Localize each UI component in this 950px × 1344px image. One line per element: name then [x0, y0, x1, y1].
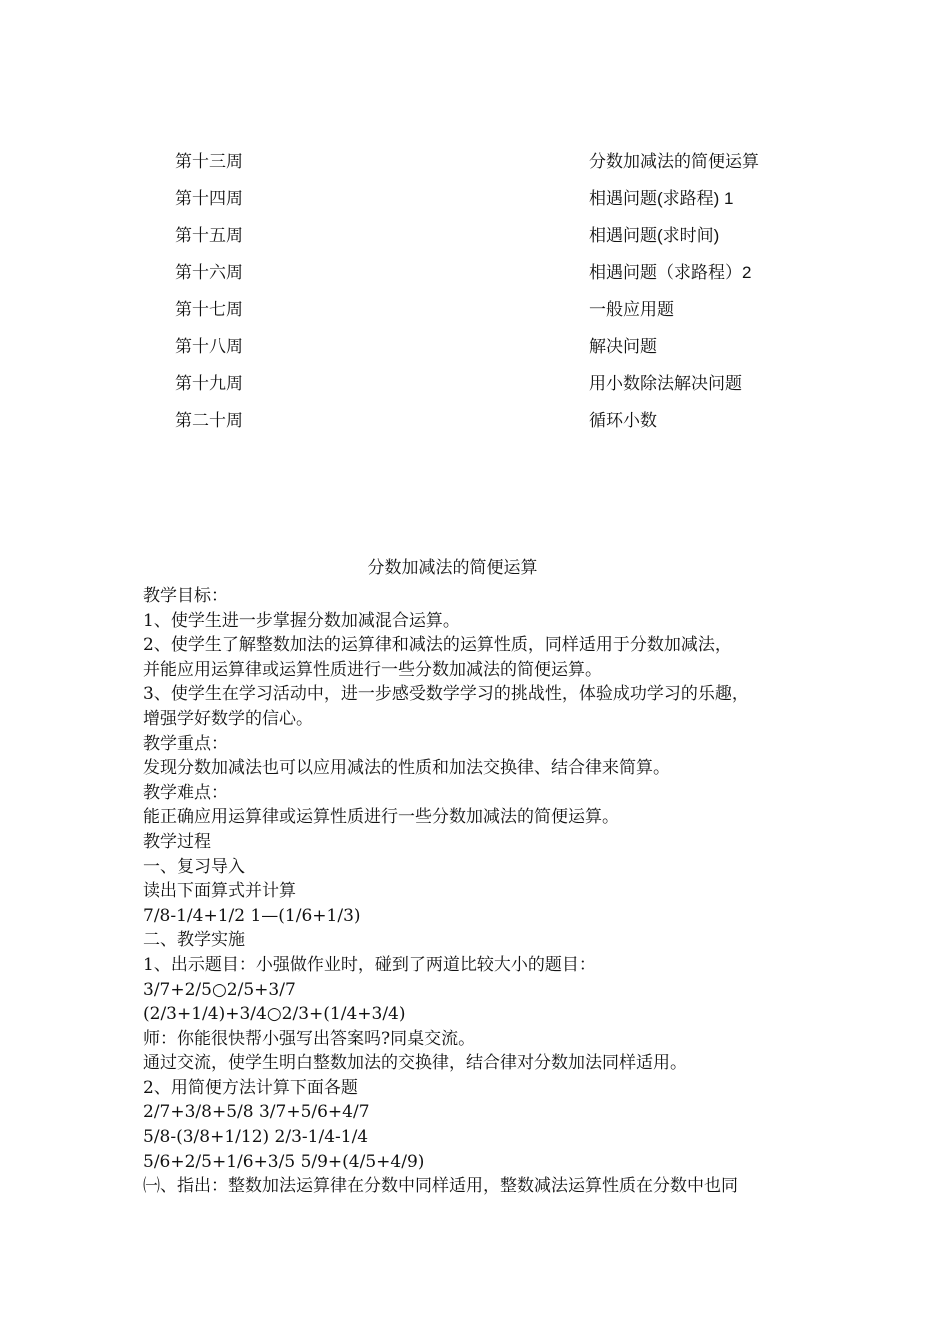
math-expression: 3/7+2/5○2/5+3/7	[143, 979, 296, 1000]
week-topic: 循环小数	[589, 411, 657, 431]
math-expression: 2/7+3/8+5/8 3/7+5/6+4/7	[143, 1102, 370, 1123]
week-topic: 相遇问题(求时间)	[589, 226, 720, 245]
math-expression: 7/8-1/4+1/2 1—(1/6+1/3)	[143, 905, 361, 926]
week-topic: 相遇问题(求路程) 1	[589, 189, 734, 208]
section-heading: 教学过程	[143, 831, 211, 852]
difficulty-text: 能正确应用运算律或运算性质进行一些分数加减法的简便运算。	[143, 807, 619, 828]
objective-item-continued: 增强学好数学的信心。	[143, 708, 313, 729]
lesson-title: 分数加减法的简便运算	[367, 558, 538, 578]
instruction-text: 2、用简便方法计算下面各题	[143, 1077, 358, 1098]
objective-item-continued: 并能应用运算律或运算性质进行一些分数加减法的简便运算。	[143, 659, 602, 680]
conclusion-text: ㈠、指出：整数加法运算律在分数中同样适用，整数减法运算性质在分数中也同	[143, 1176, 738, 1197]
week-label: 第十四周	[175, 189, 243, 209]
section-heading: 教学重点：	[143, 733, 228, 754]
objective-item: 2、使学生了解整数加法的运算律和减法的运算性质，同样适用于分数加减法，	[143, 635, 732, 656]
week-label: 第二十周	[175, 411, 243, 431]
week-label: 第十九周	[175, 374, 243, 394]
section-heading: 教学难点：	[143, 782, 228, 803]
subsection-heading: 一、复习导入	[143, 856, 245, 877]
week-topic: 用小数除法解决问题	[589, 374, 742, 394]
week-label: 第十六周	[175, 263, 243, 283]
instruction-text: 1、出示题目：小强做作业时，碰到了两道比较大小的题目：	[143, 954, 596, 975]
week-label: 第十五周	[175, 226, 243, 246]
lesson-body	[143, 584, 815, 1199]
week-topic: 分数加减法的简便运算	[589, 152, 759, 172]
instruction-text: 师：你能很快帮小强写出答案吗?同桌交流。	[143, 1028, 476, 1049]
section-heading: 教学目标：	[143, 586, 228, 606]
week-topic: 解决问题	[589, 337, 657, 357]
week-topic: 相遇问题（求路程）2	[589, 263, 752, 282]
math-expression: (2/3+1/4)+3/4○2/3+(1/4+3/4)	[143, 1004, 406, 1025]
math-expression: 5/8-(3/8+1/12) 2/3-1/4-1/4	[143, 1127, 369, 1148]
week-label: 第十七周	[175, 300, 243, 320]
objective-item: 1、使学生进一步掌握分数加减混合运算。	[143, 610, 460, 631]
key-point-text: 发现分数加减法也可以应用减法的性质和加法交换律、结合律来简算。	[143, 758, 670, 779]
subsection-heading: 二、教学实施	[143, 930, 245, 951]
instruction-text: 读出下面算式并计算	[143, 881, 296, 902]
math-expression: 5/6+2/5+1/6+3/5 5/9+(4/5+4/9)	[143, 1151, 425, 1172]
objective-item: 3、使学生在学习活动中，进一步感受数学学习的挑战性，体验成功学习的乐趣，	[143, 684, 749, 705]
week-label: 第十三周	[175, 152, 243, 172]
instruction-text: 通过交流，使学生明白整数加法的交换律，结合律对分数加法同样适用。	[143, 1053, 687, 1074]
week-topic: 一般应用题	[589, 300, 674, 320]
week-label: 第十八周	[175, 337, 243, 357]
